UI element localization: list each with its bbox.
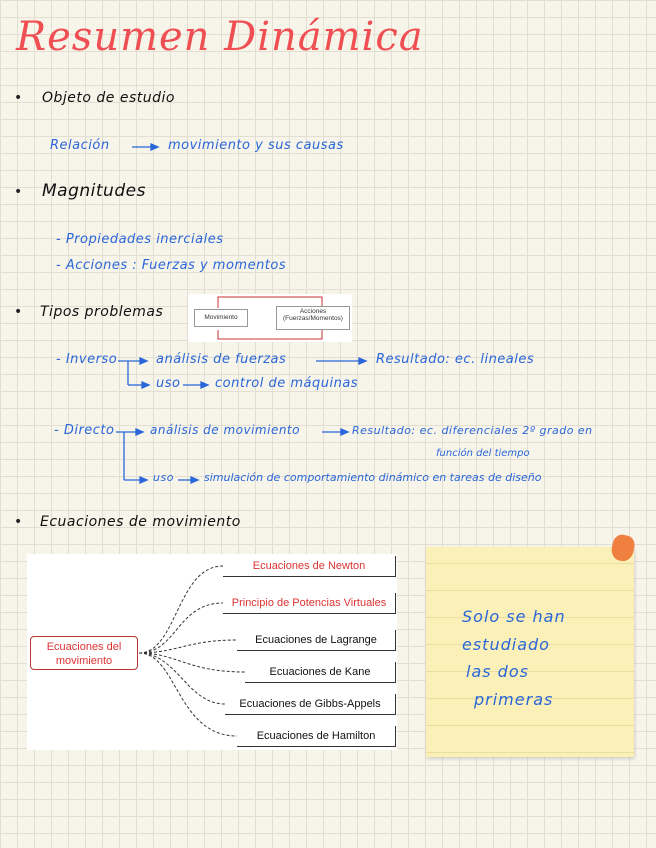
directo-label: - Directo — [54, 423, 115, 438]
mini-box-acciones-line2: (Fuerzas/Momentos) — [283, 315, 343, 322]
branch-potencias-virtuales: Principio de Potencias Virtuales — [223, 593, 396, 614]
directo-simulacion: simulación de comportamiento dinámico en tareas de diseño — [204, 471, 542, 484]
sticky-note — [426, 547, 634, 757]
branch-lagrange: Ecuaciones de Lagrange — [237, 630, 396, 651]
bullet-dot: • — [14, 304, 23, 320]
inverso-analisis: análisis de fuerzas — [156, 352, 287, 367]
inverso-label: - Inverso — [56, 352, 118, 367]
branch-kane: Ecuaciones de Kane — [245, 662, 396, 683]
branch-gibbs-appels: Ecuaciones de Gibbs-Appels — [225, 694, 396, 715]
relacion-label: Relación — [50, 138, 110, 153]
note-line1: Solo se han — [462, 607, 566, 626]
root-line1: Ecuaciones del — [46, 641, 122, 653]
heading-objeto: Objeto de estudio — [42, 90, 175, 106]
branch-newton: Ecuaciones de Newton — [223, 556, 396, 577]
directo-analisis: análisis de movimiento — [150, 423, 300, 437]
root-line2: movimiento — [55, 655, 113, 667]
bullet-dot: • — [14, 184, 23, 200]
mind-map-root — [30, 636, 138, 670]
acciones-item: - Acciones : Fuerzas y momentos — [56, 258, 287, 273]
mini-box-acciones-line1: Acciones — [299, 308, 327, 315]
movimiento-causas: movimiento y sus causas — [168, 138, 344, 153]
directo-resultado: Resultado: ec. diferenciales 2º grado en — [352, 424, 593, 437]
bullet-dot: • — [14, 90, 23, 106]
page-title: Resumen Dinámica — [16, 14, 424, 60]
note-line4: primeras — [474, 690, 554, 709]
mind-map — [27, 554, 397, 750]
bullet-dot: • — [14, 514, 23, 530]
directo-uso: uso — [153, 471, 174, 484]
note-line3: las dos — [466, 662, 529, 681]
branch-hamilton: Ecuaciones de Hamilton — [237, 726, 396, 747]
heading-magnitudes: Magnitudes — [42, 181, 146, 201]
inverso-control: control de máquinas — [215, 376, 359, 391]
directo-funcion: función del tiempo — [436, 448, 530, 459]
heading-ecuaciones: Ecuaciones de movimiento — [40, 514, 241, 530]
note-line2: estudiado — [462, 635, 550, 654]
propiedades-item: - Propiedades inerciales — [56, 232, 224, 247]
inverso-resultado: Resultado: ec. lineales — [376, 352, 535, 367]
heading-tipos: Tipos problemas — [40, 304, 164, 320]
inverso-uso: uso — [156, 376, 181, 391]
mini-box-movimiento: Movimiento — [194, 309, 248, 327]
